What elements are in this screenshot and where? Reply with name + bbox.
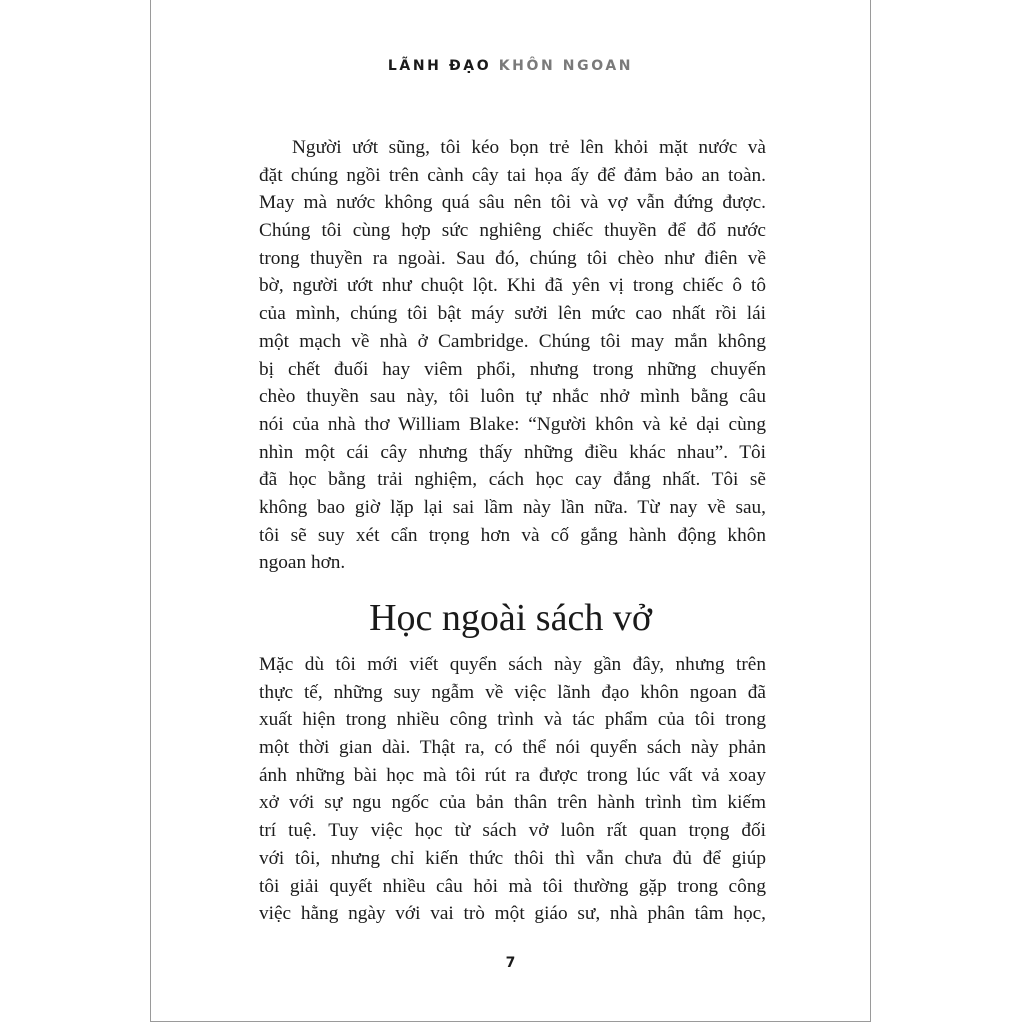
- text-line: tôi giải quyết nhiều câu hỏi mà tôi thường gặp trong công: [259, 875, 766, 897]
- text-line: May mà nước không quá sâu nên tôi và vợ vẫn đứng được.: [259, 192, 766, 214]
- paragraph-1: [259, 134, 766, 577]
- running-head-title-part1: LÃNH ĐẠO: [387, 58, 492, 74]
- text-line: với tôi, nhưng chỉ kiến thức thôi thì vẫn chưa đủ để giúp: [259, 847, 766, 869]
- text-line: đã học bằng trải nghiệm, cách học cay đắng nhất. Tôi sẽ: [259, 469, 766, 491]
- text-line: đặt chúng ngồi trên cành cây tai họa ấy để đảm bảo an toàn.: [259, 164, 766, 186]
- text-line: việc hằng ngày với vai trò một giáo sư, nhà phân tâm học,: [259, 903, 766, 925]
- text-line: của mình, chúng tôi bật máy sưởi lên mức cao nhất rồi lái: [259, 303, 766, 325]
- text-line: Mặc dù tôi mới viết quyển sách này gần đây, nhưng trên: [259, 654, 766, 675]
- text-line: không bao giờ lặp lại sai lầm này lần nữa. Từ nay về sau,: [259, 496, 766, 518]
- text-line: thực tế, những suy ngẫm về việc lãnh đạo khôn ngoan đã: [259, 681, 766, 703]
- text-line: bờ, người ướt như chuột lột. Khi đã yên vị trong chiếc ô tô: [259, 275, 766, 297]
- text-line: ánh những bài học mà tôi rút ra được trong lúc vất vả xoay: [259, 764, 766, 786]
- running-head-title-part2: KHÔN NGOAN: [498, 58, 634, 74]
- running-head: [151, 58, 870, 74]
- text-line: nói của nhà thơ William Blake: “Người khôn và kẻ dại cùng: [259, 413, 766, 435]
- book-page: [150, 0, 871, 1022]
- text-line: xuất hiện trong nhiều công trình và tác phẩm của tôi trong: [259, 709, 766, 731]
- text-line: Người ướt sũng, tôi kéo bọn trẻ lên khỏi mặt nước và: [292, 137, 766, 158]
- text-line: ngoan hơn.: [259, 552, 346, 574]
- text-line: trí tuệ. Tuy việc học từ sách vở luôn rất quan trọng đối: [259, 820, 766, 842]
- text-line: xở với sự ngu ngốc của bản thân trên hành trình tìm kiếm: [259, 792, 766, 814]
- text-line: bị chết đuối hay viêm phổi, nhưng trong những chuyến: [259, 358, 766, 380]
- text-line: chèo thuyền sau này, tôi luôn tự nhắc nhở mình bằng câu: [259, 386, 766, 408]
- text-line: Chúng tôi cùng hợp sức nghiêng chiếc thuyền để đổ nước: [259, 220, 766, 242]
- text-line: một mạch về nhà ở Cambridge. Chúng tôi may mắn không: [259, 330, 766, 352]
- text-line: tôi sẽ suy xét cẩn trọng hơn và cố gắng hành động khôn: [259, 524, 766, 546]
- section-heading: Học ngoài sách vở: [369, 597, 652, 639]
- text-line: trong thuyền ra ngoài. Sau đó, chúng tôi chèo như điên về: [259, 247, 766, 269]
- text-line: một thời gian dài. Thật ra, có thể nói quyển sách này phản: [259, 737, 766, 759]
- text-line: nhìn một cái cây nhưng thấy những điều khác nhau”. Tôi: [259, 441, 766, 463]
- page-number: 7: [505, 955, 516, 971]
- paragraph-2: [259, 651, 766, 928]
